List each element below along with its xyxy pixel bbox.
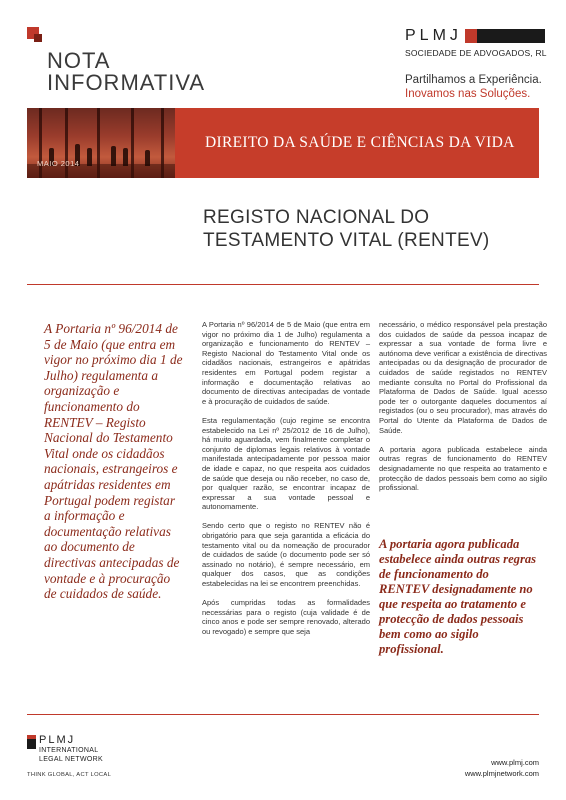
footer-logo-line3: LEGAL NETWORK <box>39 756 103 763</box>
issue-date: MAIO 2014 <box>37 159 80 168</box>
nota-line1: NOTA <box>47 48 111 73</box>
tagline-line2: Inovamos nas Soluções. <box>405 88 531 100</box>
divider-top <box>27 284 539 285</box>
footer-logo-word: PLMJ <box>39 734 76 746</box>
divider-bottom <box>27 714 539 715</box>
title-line2: TESTAMENTO VITAL (RENTEV) <box>203 230 490 251</box>
body-column-2 <box>379 320 547 502</box>
section-label: DIREITO DA SAÚDE E CIÊNCIAS DA VIDA <box>205 134 515 151</box>
nota-line2: INFORMATIVA <box>47 70 206 95</box>
title-line1: REGISTO NACIONAL DO <box>203 207 430 228</box>
tagline <box>405 73 542 101</box>
brand-bar-icon <box>465 29 545 43</box>
footer-logo-line2: INTERNATIONAL <box>39 747 99 754</box>
paragraph: A Portaria nº 96/2014 de 5 de Maio (que entra em vigor no próximo dia 1 de Julho) regulamenta a organização e funcionamento do RENTEV – Registo Nacional do Testamento Vital onde os cidadãos nacionais, estrangeiros e apátridas residentes em Portugal podem registar a informação e documentação relativas ao documento de directivas antecipadas de vontade e à procuração de cuidados de saúde. <box>202 320 370 406</box>
paragraph: A portaria agora publicada estabelece ainda outras regras de funcionamento do RENTEV designadamente no que respeita ao tratamento e protecção de dados pessoais bem como ao sigilo profissional. <box>379 444 547 493</box>
corner-logo-mark <box>27 27 42 42</box>
plmj-logo <box>405 27 547 58</box>
section-banner <box>27 108 539 178</box>
network-website-link[interactable]: www.plmjnetwork.com <box>464 769 539 778</box>
footer-slogan: THINK GLOBAL, ACT LOCAL <box>27 772 112 778</box>
paragraph: Após cumpridas todas as formalidades necessárias para o registo (cuja validade é de cinco anos e pode ser sempre renovado, alterado ou revogado) e sempre que seja <box>202 598 370 636</box>
lead-quote: A Portaria nº 96/2014 de 5 de Maio (que entra em vigor no próximo dia 1 de Julho) regulamenta a organização e funcionamento do RENTEV – Registo Nacional do Testamento Vital onde os cidadãos nacionais, estrangeiros e apátridas residentes em Portugal podem registar a informação e documentação relativas ao documento de directivas antecipadas de vontade e à procuração de cuidados de saúde. <box>44 321 183 602</box>
brand-name: PLMJ <box>405 27 462 44</box>
website-link[interactable]: www.plmj.com <box>491 758 539 767</box>
section-label-bar <box>175 108 539 178</box>
article-title <box>203 206 490 252</box>
tagline-line1: Partilhamos a Experiência. <box>405 74 542 86</box>
paragraph: Esta regulamentação (cujo regime se encontra estabelecido na Lei nº 25/2012 de 16 de Julho), há muito aguardada, vem finalmente completar o conjunto de diplomas legais relativos à vontade manifestada antecipadamente por pessoa maior de idade e capaz, no que respeita aos cuidados de saúde que deseja ou não receber, no caso de, por qualquer razão, se encontrar incapaz de expressar a sua vontade pessoal e autonomamente. <box>202 415 370 512</box>
paragraph: Sendo certo que o registo no RENTEV não é obrigatório para que seja garantida a eficácia do testamento vital ou da nomeação de procurador de cuidados de saúde (o documento pode ser só assinado no notário), é sempre necessário, em qualquer dos casos, que as condições estabelecidas na lei se encontrem preenchidas. <box>202 521 370 589</box>
paragraph: necessário, o médico responsável pela prestação dos cuidados de saúde da pessoa incapaz de expressar a sua vontade de forma livre e autónoma deve verificar a existência de directivas antecipadas ou da designação de procurador de cuidados de saúde registados no RENTEV mediante consulta no Portal do Profissional da Plataforma de Dados de Saúde. Igual acesso pode ter o outorgante daqueles documentos aí registados (ou o seu procurador), mas através do Portal do Utente da Plataforma de Dados de Saúde. <box>379 320 547 435</box>
body-column-1 <box>202 320 370 646</box>
brand-subtitle: SOCIEDADE DE ADVOGADOS, RL <box>405 48 547 58</box>
pull-quote: A portaria agora publicada estabelece ainda outras regras de funcionamento do RENTEV designadamente no que respeita ao tratamento e protecção de dados pessoais bem como ao sigilo profissional. <box>379 537 537 656</box>
document-type-title <box>47 50 205 94</box>
banner-photo <box>27 108 175 178</box>
footer-links <box>465 757 539 779</box>
network-logo-icon <box>27 735 36 749</box>
